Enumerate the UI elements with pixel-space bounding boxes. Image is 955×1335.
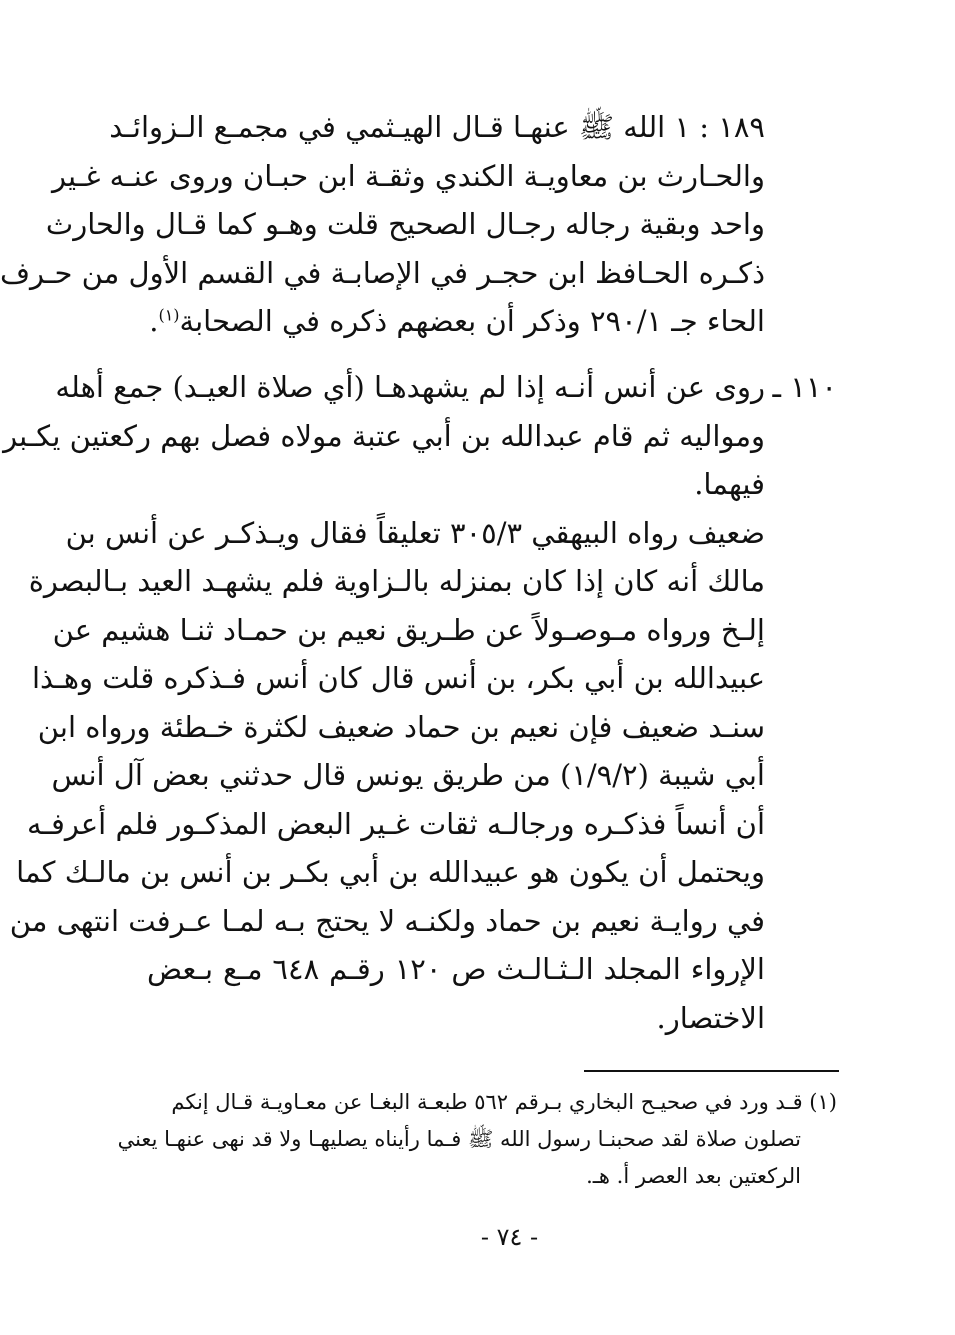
page-number: - ٧٤ -: [480, 1223, 539, 1251]
text-line: [147, 297, 765, 346]
text-line: مالك أنه كان إذا كان بمنزله بالـزاوية فلم يشهـد العيد بـالبصرة: [28, 564, 765, 598]
hadith-paragraph: [3, 363, 765, 1042]
text-line: أبي شيبة (١/٩/٢) من طريق يونس قال حدثني بعض آل أنس: [51, 758, 765, 792]
sentence-end: .: [149, 304, 159, 338]
text-line-content: الحاء جـ ٢٩٠/١ وذكر أن بعضهم ذكره في الصحابة: [179, 304, 765, 338]
footnotes: [117, 1084, 837, 1195]
text-line: الاختصار.: [656, 1000, 765, 1035]
continuation-paragraph: [0, 103, 765, 346]
text-line: ذكـره الحـافظ ابن حجـر في الإصابـة في القسم الأول من حـرف: [0, 255, 765, 290]
footnote-line: الركعتين بعد العصر أ. هـ.: [586, 1164, 801, 1188]
footnote-marker: (١): [158, 305, 180, 325]
text-line: روى عن أنس أنـه إذا لم يشهدهـا (أي صلاة العيـد) جمع أهله: [55, 370, 765, 404]
text-line: ضعيف رواه البيهقي ٣٠٥/٣ تعليقاً فقال ويـذكـر عن أنس بن: [65, 515, 765, 550]
text-line: الإرواء المجلد الـثـالـث ص ١٢٠ رقـم ٦٤٨ مـع بـعض: [147, 952, 765, 986]
text-line: والحـارث بن معاويـة الكندي وثقـة ابن حبـان وروى عنـه غـير: [52, 158, 765, 193]
text-line: أن أنساً فذكـره ورجالـه ثقات غـير البعض المذكـور فلم أعرفـه: [26, 806, 765, 841]
text-line: ١٨٩ : ١ الله ﷺ عنهـا قـال الهيـثمي في مجمـع الـزوائـد: [109, 110, 765, 144]
footnote-separator: [584, 1070, 839, 1072]
footnote-line: (١) قـد ورد في صحيـح البخاري بـرقم ٥٦٢ طبعـة البغـا عن معـاويـة قـال إنكم: [171, 1090, 837, 1114]
text-line: واحد وبقية رجاله رجـال الصحيح قلت وهـو كما قـال والحارث: [45, 207, 765, 241]
hadith-number: ١١٠ ـ: [772, 370, 837, 404]
text-line: إلـخ ورواه مـوصـولاً عن طـريق نعيم بن حمـاد ثنـا هشيم عن: [52, 612, 765, 647]
text-line: فيهما.: [694, 467, 765, 501]
text-line: ويحتمل أن يكون هو عبيدالله بن أبي بكـر بن أنس بن مالـك كما: [16, 855, 765, 889]
text-line: سنـد ضعيف فإن نعيم بن حماد ضعيف لكثرة خـطئة ورواه ابن: [37, 709, 765, 744]
text-line: عبيدالله بن أبي بكر، بن أنس قال كان أنس فـذكره قلت وهـذا: [31, 661, 765, 695]
text-line: ومواليه ثم قام عبدالله بن أبي عتبة مولاه فصل بهم ركعتين يكـبر: [3, 418, 765, 453]
text-line: في روايـة نعيم بن حماد ولكنـه لا يحتج بـه لمـا عـرفت انتهى من: [9, 903, 765, 938]
footnote-line: تصلون صلاة لقد صحبنـا رسول الله ﷺ فـما رأيناه يصليهـا ولا قد نهى عنهـا يعني: [117, 1127, 801, 1151]
